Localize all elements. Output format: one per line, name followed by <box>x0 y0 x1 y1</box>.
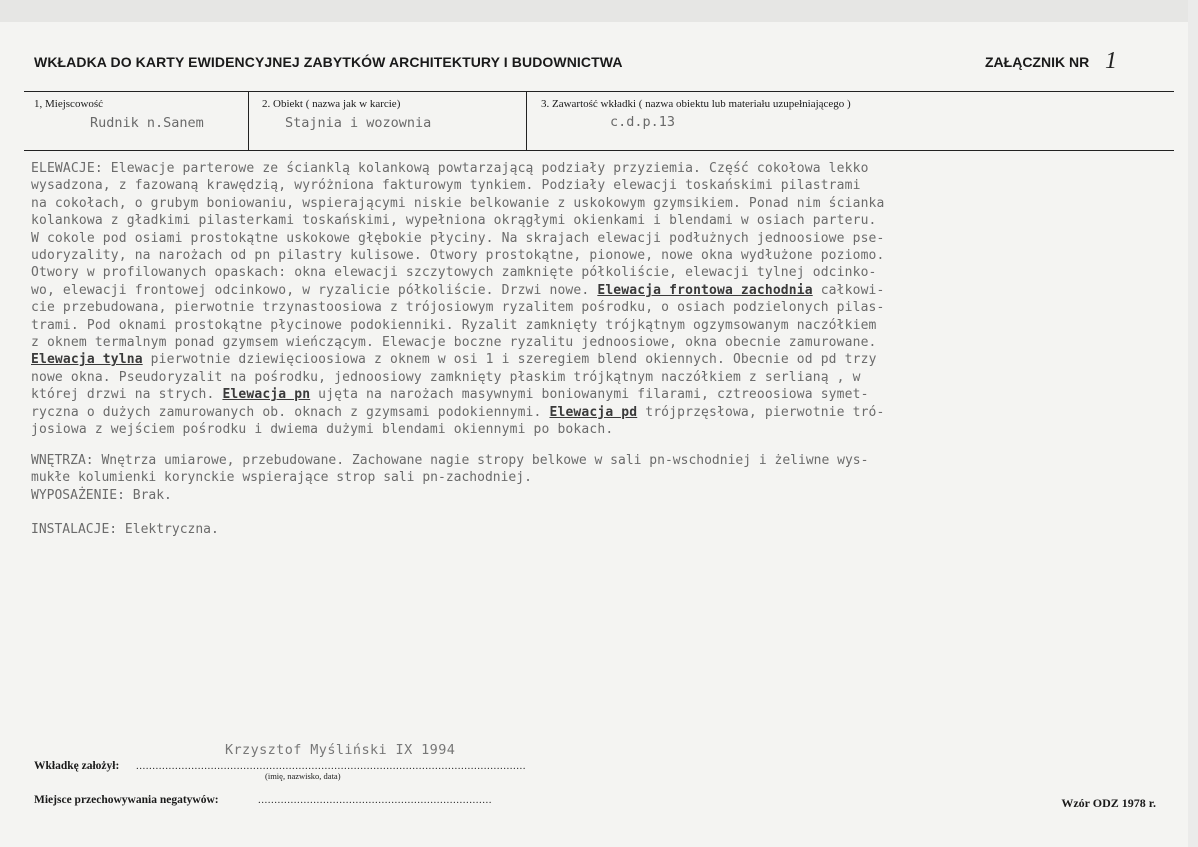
field-table-top-border <box>24 91 1174 92</box>
field-divider-1 <box>248 91 249 150</box>
field-divider-2 <box>526 91 527 150</box>
body-text-fragment: ryczna o dużych zamurowanych ob. oknach z gzymsami podokiennymi. <box>31 404 550 420</box>
body-text-fragment: wo, elewacji frontowej odcinkowo, w ryzalicie półkoliście. Drzwi nowe. <box>31 282 598 298</box>
document-title: WKŁADKA DO KARTY EWIDENCYJNEJ ZABYTKÓW ARCHITEKTURY I BUDOWNICTWA <box>34 54 623 70</box>
locality-value: Rudnik n.Sanem <box>90 115 204 131</box>
body-line <box>31 386 1131 403</box>
page-edge <box>0 0 1198 22</box>
heading-south-elevation: Elewacja pd <box>549 404 638 420</box>
interior-line: mukłe kolumienki korynckie wspierające strop sali pn-zachodniej. <box>31 470 532 486</box>
negatives-location-label: Miejsce przechowywania negatywów: <box>34 794 219 806</box>
body-line <box>31 282 1131 299</box>
annex-label: ZAŁĄCZNIK NR <box>985 54 1090 70</box>
contents-label: 3. Zawartość wkładki ( nazwa obiektu lub materiału uzupełniającego ) <box>541 98 851 110</box>
elevations-section <box>31 160 1131 439</box>
page-edge-right <box>1188 0 1198 847</box>
body-line: udoryzality, na narożach od pn pilastry kulisowe. Otwory prostokątne, pionowe, nowe okna wydłużone poziomo. <box>31 248 885 264</box>
object-value: Stajnia i wozownia <box>285 115 432 131</box>
body-line: na cokołach, o grubym boniowaniu, wspierającymi niskie belkowanie z uskokowym gzymsikiem. Ponad nim ścianka <box>31 195 885 211</box>
body-line: josiowa z wejściem pośrodku i dwiema dużymi blendami okiennymi po bokach. <box>31 422 614 438</box>
body-line: ELEWACJE: Elewacje parterowe ze ścianklą kolankową powtarzającą podziały przyziemia. Część cokołowa lekko <box>31 161 869 176</box>
body-line: nowe okna. Pseudoryzalit na pośrodku, jednoosiowy zamknięty płaskim trójkątnym naczółkiem z serlianą , w <box>31 369 861 385</box>
created-by-hint: (imię, nazwisko, data) <box>265 771 341 781</box>
body-line: W cokole pod osiami prostokątne uskokowe głębokie płyciny. Na skrajach elewacji podłużnych jednoosiowe pse- <box>31 230 885 246</box>
created-by-dotted-line: ........................................................................................................................ <box>136 760 526 772</box>
heading-north-elevation: Elewacja pn <box>222 387 311 403</box>
body-line: cie przebudowana, pierwotnie trzynastoosiowa z trójosiowym ryzalitem pośrodku, o osiach podzielonych pilas- <box>31 300 885 316</box>
installations-line: INSTALACJE: Elektryczna. <box>31 522 219 537</box>
body-line: wysadzona, z fazowaną krawędzią, wyróżniona fakturowym tynkiem. Podziały elewacji toskańskimi pilastrami <box>31 178 861 194</box>
body-line <box>31 351 1131 368</box>
heading-rear-elevation: Elewacja tylna <box>31 352 143 368</box>
equipment-line: WYPOSAŻENIE: Brak. <box>31 487 172 503</box>
field-table-bottom-border <box>24 150 1174 151</box>
body-line <box>31 404 1131 421</box>
body-text-fragment: ujęta na narożach masywnymi boniowanymi filarami, cztreoosiowa symet- <box>310 387 869 403</box>
interior-line: WNĘTRZA: Wnętrza umiarowe, przebudowane. Zachowane nagie stropy belkowe w sali pn-wschodniej i żeliwne wys- <box>31 453 869 468</box>
created-by-label: Wkładkę założył: <box>34 760 120 772</box>
body-line: z oknem termalnym ponad gzymsem wieńczącym. Elewacje boczne ryzalitu jednoosiowe, okna obecnie zamurowane. <box>31 335 877 351</box>
body-text-fragment: pierwotnie dziewięcioosiowa z oknem w osi 1 i szeregiem blend okiennych. Obecnie od pd trzy <box>142 352 877 368</box>
body-line: Otwory w profilowanych opaskach: okna elewacji szczytowych zamknięte półkoliście, elewacji tylnej odcinko- <box>31 265 877 281</box>
negatives-dotted-line: ........................................................................ <box>258 794 492 806</box>
body-text-fragment: trójprzęsłowa, pierwotnie tró- <box>637 404 885 420</box>
body-line: kolankowa z gładkimi pilasterkami toskańskimi, wypełniona okrągłymi okienkami i blendami w osiach parteru. <box>31 213 877 229</box>
author-signature: Krzysztof Myśliński IX 1994 <box>225 742 456 758</box>
locality-label: 1, Miejscowość <box>34 98 104 110</box>
interior-section <box>31 452 868 504</box>
annex-number: 1 <box>1105 48 1117 74</box>
heading-front-west-elevation: Elewacja frontowa zachodnia <box>597 282 813 298</box>
body-line: trami. Pod oknami prostokątne płycinowe podokienniki. Ryzalit zamknięty trójkątnym ogzymsowanym naczółkiem <box>31 317 877 333</box>
object-label: 2. Obiekt ( nazwa jak w karcie) <box>262 98 401 110</box>
form-pattern-label: Wzór ODZ 1978 r. <box>1061 796 1156 810</box>
body-text-fragment: całkowi- <box>812 282 885 298</box>
contents-value: c.d.p.13 <box>610 114 676 130</box>
body-text-fragment: której drzwi na strych. <box>31 387 223 403</box>
